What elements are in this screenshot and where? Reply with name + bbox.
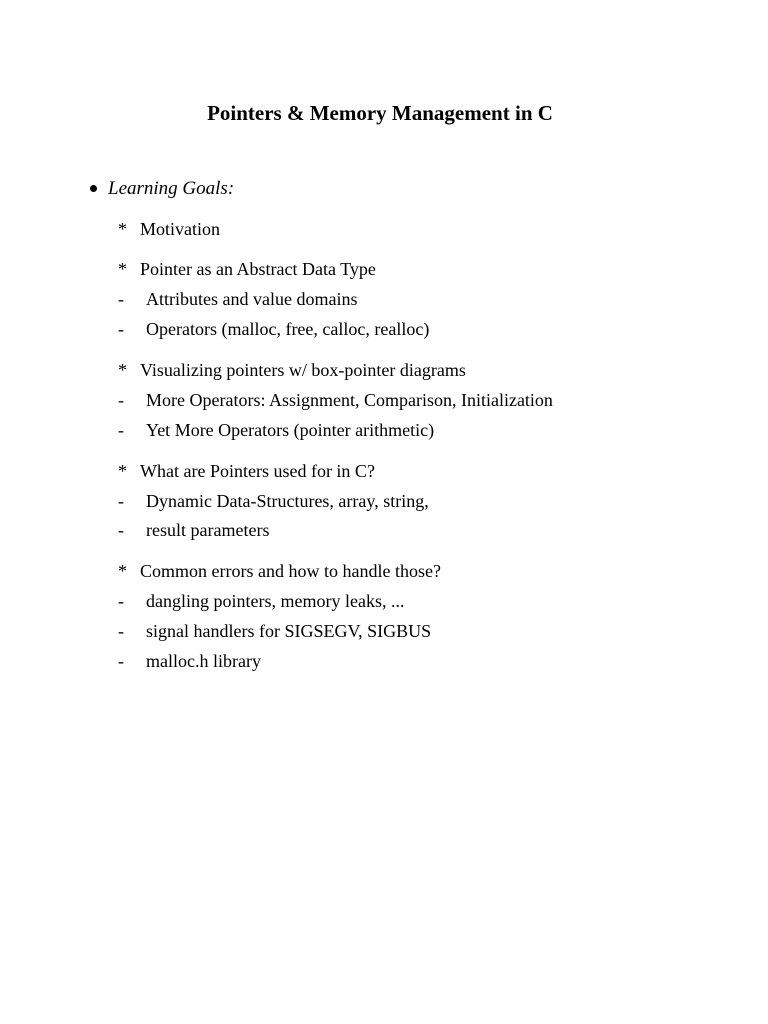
dash-marker: - (118, 591, 124, 611)
dash-marker: - (118, 420, 124, 440)
learning-goals-bullet (90, 175, 234, 203)
section-heading-text: Visualizing pointers w/ box-pointer diagrams (140, 360, 466, 380)
dash-marker: - (118, 319, 124, 339)
sub-item-text: dangling pointers, memory leaks, ... (146, 591, 405, 611)
dash-marker: - (118, 289, 124, 309)
sub-item-text: malloc.h library (146, 651, 261, 671)
sub-item (118, 588, 404, 614)
section-heading-text: What are Pointers used for in C? (140, 461, 375, 481)
sub-item (118, 286, 357, 312)
bullet-icon (90, 185, 97, 192)
section-heading-text: Pointer as an Abstract Data Type (140, 259, 376, 279)
asterisk-marker: * (118, 259, 127, 279)
sub-item (118, 417, 434, 443)
dash-marker: - (118, 520, 124, 540)
sub-item-text: signal handlers for SIGSEGV, SIGBUS (146, 621, 432, 641)
dash-marker: - (118, 491, 124, 511)
learning-goals-label: Learning Goals: (108, 178, 235, 199)
sub-item-text: Yet More Operators (pointer arithmetic) (146, 420, 435, 440)
sub-item (118, 618, 431, 644)
section-heading (118, 357, 466, 383)
sub-item (118, 316, 429, 342)
asterisk-marker: * (118, 360, 127, 380)
sub-item-text: Dynamic Data-Structures, array, string, (146, 491, 429, 511)
sub-item (118, 387, 553, 413)
sub-item (118, 648, 261, 674)
dash-marker: - (118, 621, 124, 641)
section-heading (118, 256, 376, 282)
section-heading (118, 558, 441, 584)
sub-item-text: More Operators: Assignment, Comparison, Initialization (146, 390, 553, 410)
dash-marker: - (118, 390, 124, 410)
sub-item (118, 488, 429, 514)
section-heading (118, 216, 220, 242)
sub-item-text: Operators (malloc, free, calloc, realloc) (146, 319, 430, 339)
asterisk-marker: * (118, 561, 127, 581)
section-heading-text: Common errors and how to handle those? (140, 561, 441, 581)
section-heading-text: Motivation (140, 219, 220, 239)
section-heading (118, 458, 375, 484)
sub-item-text: result parameters (146, 520, 270, 540)
page-title: Pointers & Memory Management in C (207, 101, 553, 125)
asterisk-marker: * (118, 461, 127, 481)
sub-item (118, 517, 269, 543)
sub-item-text: Attributes and value domains (146, 289, 358, 309)
asterisk-marker: * (118, 219, 127, 239)
dash-marker: - (118, 651, 124, 671)
